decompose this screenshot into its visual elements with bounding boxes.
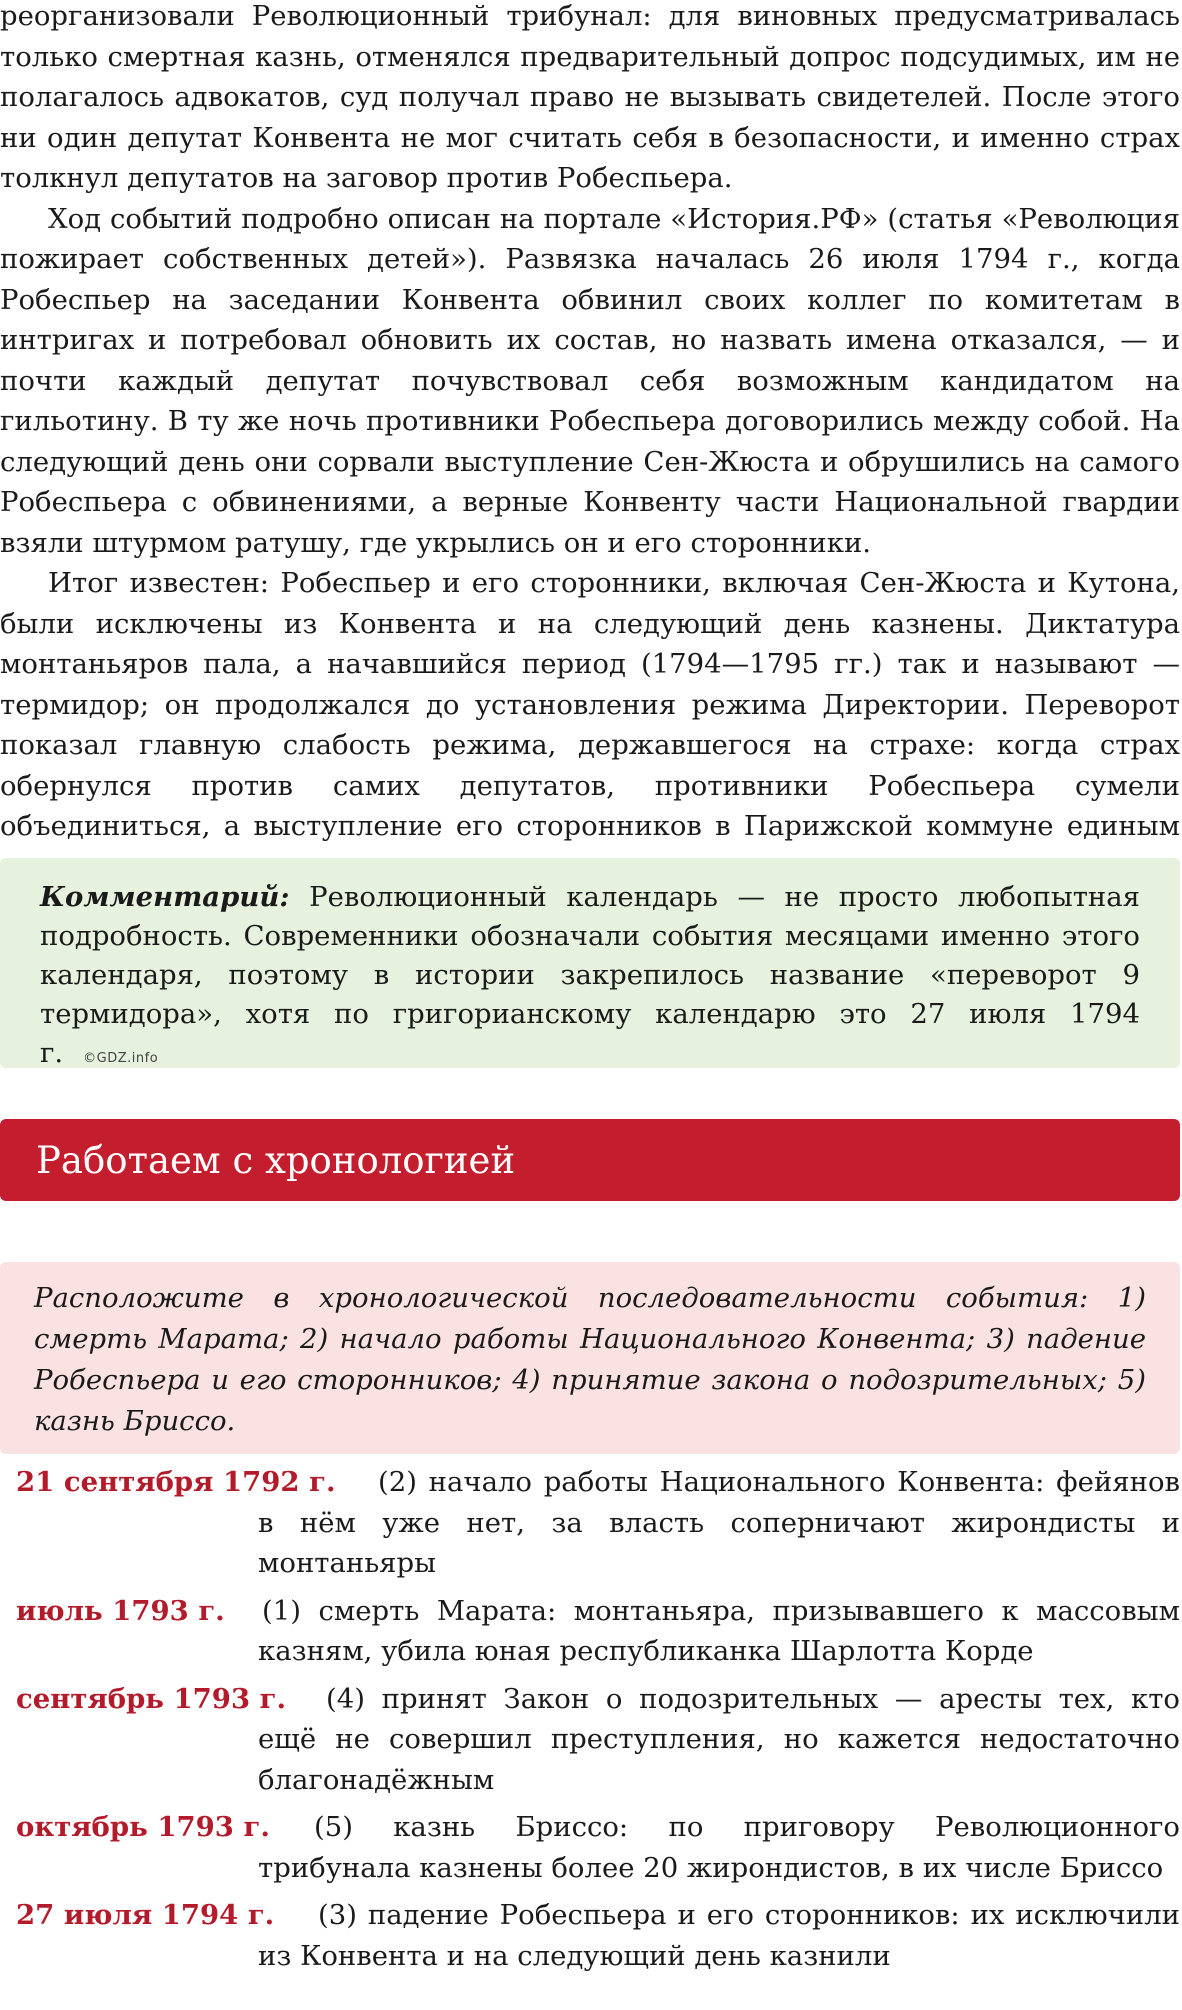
chronology-text: (4) принят Закон о подозрительных — аресты тех, кто ещё не совершил преступления, но кажется недостаточно благонадёжным — [258, 1682, 1180, 1796]
paragraph-1: реорганизовали Революционный трибунал: для виновных предусматривалась только смертная казнь, отменялся предварительный допрос подсудимых, им не полагалось адвокатов, суд получал право не вызывать свидетелей. После этого ни один депутат Конвента не мог считать себя в безопасности, и именно страх толкнул депутатов на заговор против Робеспьера. — [0, 0, 1180, 194]
gdz-watermark: ©GDZ.info — [83, 1051, 159, 1066]
chronology-date: октябрь 1793 г. — [16, 1811, 270, 1843]
chronology-text: (3) падение Робеспьера и его сторонников: их исключили из Конвента и на следующий день казнили — [258, 1899, 1180, 1972]
comment-paragraph — [40, 878, 1140, 1078]
body-text — [0, 0, 1180, 887]
chronology-date: июль 1793 г. — [16, 1594, 225, 1627]
chronology-item — [0, 1679, 1180, 1801]
chronology-date: сентябрь 1793 г. — [16, 1682, 287, 1715]
chronology-item — [0, 1895, 1180, 1976]
task-box — [0, 1262, 1180, 1454]
comment-text: Революционный календарь — не просто любопытная подробность. Современники обозначали события месяцами именно этого календаря, поэтому в истории закрепилось название «переворот 9 термидора», хотя по григорианскому календарю это 27 июля 1794 г. — [40, 881, 1140, 1069]
chronology-text: (2) начало работы Национального Конвента: фейянов в нём уже нет, за власть соперничают жирондисты и монтаньяры — [258, 1466, 1180, 1579]
chronology-item — [0, 1462, 1180, 1584]
paragraph-3: Итог известен: Робеспьер и его сторонники, включая Сен-Жюста и Кутона, были исключены из Конвента и на следующий день казнены. Диктатура монтаньяров пала, а начавшийся период (1794—1795 гг.) так и называют — термидор; он продолжался до установления режима Директории. Переворот показал главную слабость режима, державшегося на страхе: когда страх обернулся против самих депутатов, противники Робеспьера сумели объединиться, а выступление его сторонников в Парижской коммуне единым — [0, 567, 1180, 842]
chronology-date: 27 июля 1794 г. — [16, 1899, 275, 1931]
task-text: Расположите в хронологической последовательности события: 1) смерть Марата; 2) начало работы Национального Конвента; 3) падение Робеспьера и его сторонников; 4) принятие закона о подозрительных; 5) казнь Бриссо. — [34, 1282, 1146, 1437]
chronology-text: (1) смерть Марата: монтаньяра, призывавшего к массовым казням, убила юная республиканка Шарлотта Корде — [258, 1594, 1180, 1667]
chronology-date: 21 сентября 1792 г. — [16, 1466, 336, 1498]
section-title: Работаем с хронологией — [36, 1138, 516, 1182]
paragraph-2: Ход событий подробно описан на портале «История.РФ» (статья «Революция пожирает собственных детей»). Развязка началась 26 июля 1794 г., когда Робеспьер на заседании Конвента обвинил своих коллег по комитетам в интригах и потребовал обновить их состав, но назвать имена отказался, — и почти каждый депутат почувствовал себя возможным кандидатом на гильотину. В ту же ночь противники Робеспьера договорились между собой. На следующий день они сорвали выступление Сен-Жюста и обрушились на самого Робеспьера с обвинениями, а верные Конвенту части Национальной гвардии взяли штурмом ратушу, где укрылись он и его сторонники. — [0, 202, 1180, 559]
chronology-item — [0, 1807, 1180, 1888]
chronology-list — [0, 1462, 1180, 1983]
comment-label: Комментарий: — [40, 881, 290, 913]
section-header — [0, 1119, 1180, 1201]
chronology-item — [0, 1591, 1180, 1672]
comment-box — [0, 858, 1180, 1068]
chronology-text: (5) казнь Бриссо: по приговору Революционного трибунала казнены более 20 жирондистов, в их числе Бриссо — [258, 1811, 1180, 1884]
